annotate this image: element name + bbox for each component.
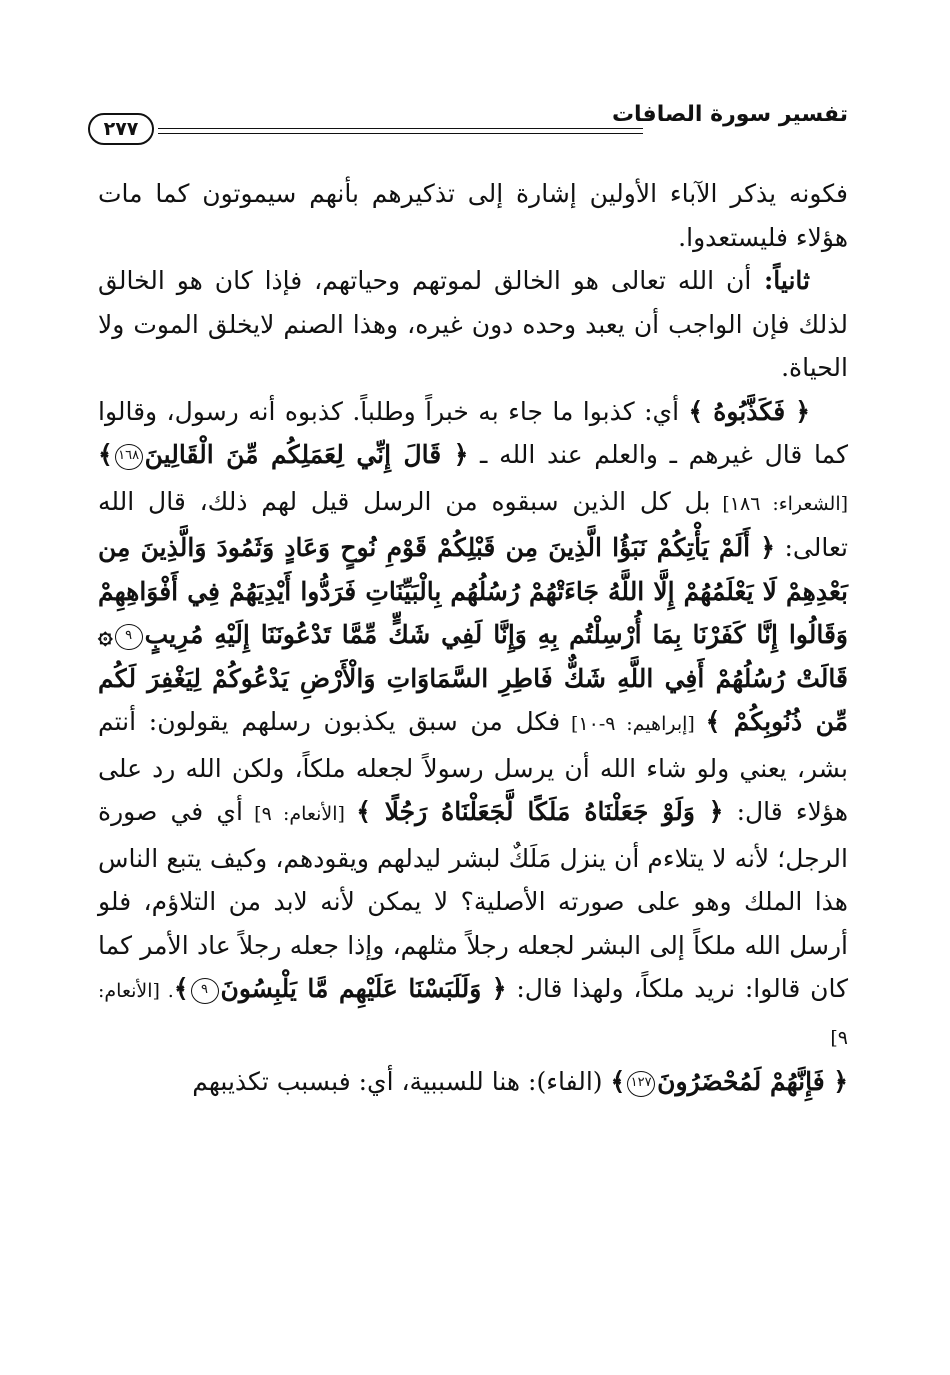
quran-verse: ﴾ [610, 1067, 626, 1096]
quran-verse: ﴿ فَكَذَّبُوهُ ﴾ [688, 396, 811, 426]
verse-reference: [إبراهيم: ٩-١٠] [560, 713, 706, 735]
quran-verse: ﴿ قَالَ إِنِّي لِعَمَلِكُم مِّنَ الْقَالِينَ [144, 440, 469, 469]
ayah-number-marker: ٩ [115, 624, 143, 650]
page-number-badge: ٢٧٧ [88, 113, 154, 145]
paragraph-text: أي في صورة الرجل؛ لأنه لا يتلاءم أن ينزل مَلَكٌ لبشر ليدلهم ويقودهم، وكيف يتبع الناس هذا الملك وهو على صورته الأصلية؟ لا يمكن لأنه لابد من التلاؤم، فلو أرسل الله ملكاً إلى البشر لجعله رجلاً مثلهم، وإذا جعله رجلاً عاد الأمر كما كان قالوا: نريد ملكاً، ولهذا قال: [98, 797, 848, 1003]
quran-verse: ﴿ فَإِنَّهُمْ لَمُحْضَرُونَ [657, 1067, 848, 1096]
verse-reference: [الشعراء: ١٨٦] [710, 492, 849, 515]
header-title: تفسير سورة الصافات [611, 102, 848, 127]
verse-reference: [الأنعام: ٩] [242, 803, 357, 825]
quran-verse: ۞ قَالَتْ رُسُلُهُمْ أَفِي اللَّهِ شَكٌّ فَاطِرِ السَّمَاوَاتِ وَالْأَرْضِ يَدْعُوكُمْ لِيَغْفِرَ لَكُم مِّن ذُنُوبِكُمْ ﴾ [98, 620, 849, 736]
paragraph-text: (الفاء): هنا للسببية، أي: فبسبب تكذيبهم [192, 1067, 611, 1096]
paragraph-text: أن الله تعالى هو الخالق لموتهم وحياتهم، فإذا كان هو الخالق لذلك فإن الواجب أن يعبد وحده دون غيره، وهذا الصنم لايخلق الموت ولا الحياة. [98, 266, 848, 382]
ayah-number-marker: ١٢٧ [627, 1071, 655, 1097]
paragraph [98, 172, 848, 259]
paragraph [98, 1060, 848, 1104]
quran-verse: ﴿ وَلَلَبَسْنَا عَلَيْهِم مَّا يَلْبِسُونَ [220, 974, 507, 1003]
quran-verse: ﴾ [173, 974, 189, 1003]
paragraph-text: أي: كذبوا ما جاء به خبراً وطلباً. كذبوه أنه رسول، وقالوا كما قال غيرهم ـ والعلم عند الله ـ [98, 396, 848, 469]
body-text [98, 172, 848, 1104]
paragraph [98, 390, 848, 1061]
paragraph-text: فكل من سبق يكذبون رسلهم يقولون: أنتم بشر، يعني ولو شاء الله أن يرسل رسولاً لجعله ملكاً، ولكن الله رد على هؤلاء قال: [98, 707, 849, 826]
running-header [88, 98, 848, 146]
quran-verse: ﴿ أَلَمْ يَأْتِكُمْ نَبَؤُا الَّذِينَ مِن قَبْلِكُمْ قَوْمِ نُوحٍ وَعَادٍ وَثَمُودَ وَالَّذِينَ مِن بَعْدِهِمْ لَا يَعْلَمُهُمْ إِلَّا اللَّهُ جَاءَتْهُمْ رُسُلُهُم بِالْبَيِّنَاتِ فَرَدُّوا أَيْدِيَهُمْ فِي أَفْوَاهِهِمْ وَقَالُوا إِنَّا كَفَرْنَا بِمَا أُرْسِلْتُم بِهِ وَإِنَّا لَفِي شَكٍّ مِّمَّا تَدْعُونَنَا إِلَيْهِ مُرِيبٍ [98, 533, 848, 649]
ayah-number-marker: ١٦٨ [115, 444, 143, 470]
lead-heading: ثانياً: [751, 266, 810, 295]
paragraph [98, 259, 848, 390]
quran-verse: ﴾ [98, 440, 113, 469]
ayah-number-marker: ٩ [191, 978, 219, 1004]
header-rule [158, 128, 643, 134]
paragraph-text: بل كل الذين سبقوه من الرسل قيل لهم ذلك، قال الله تعالى: [98, 486, 848, 562]
paragraph-text: فكونه يذكر الآباء الأولين إشارة إلى تذكيرهم بأنهم سيموتون كما مات هؤلاء فليستعدوا. [98, 179, 848, 252]
quran-verse: ﴿ وَلَوْ جَعَلْنَاهُ مَلَكًا لَّجَعَلْنَاهُ رَجُلًا ﴾ [356, 797, 724, 826]
verse-reference: . [الأنعام: ٩] [98, 980, 848, 1049]
